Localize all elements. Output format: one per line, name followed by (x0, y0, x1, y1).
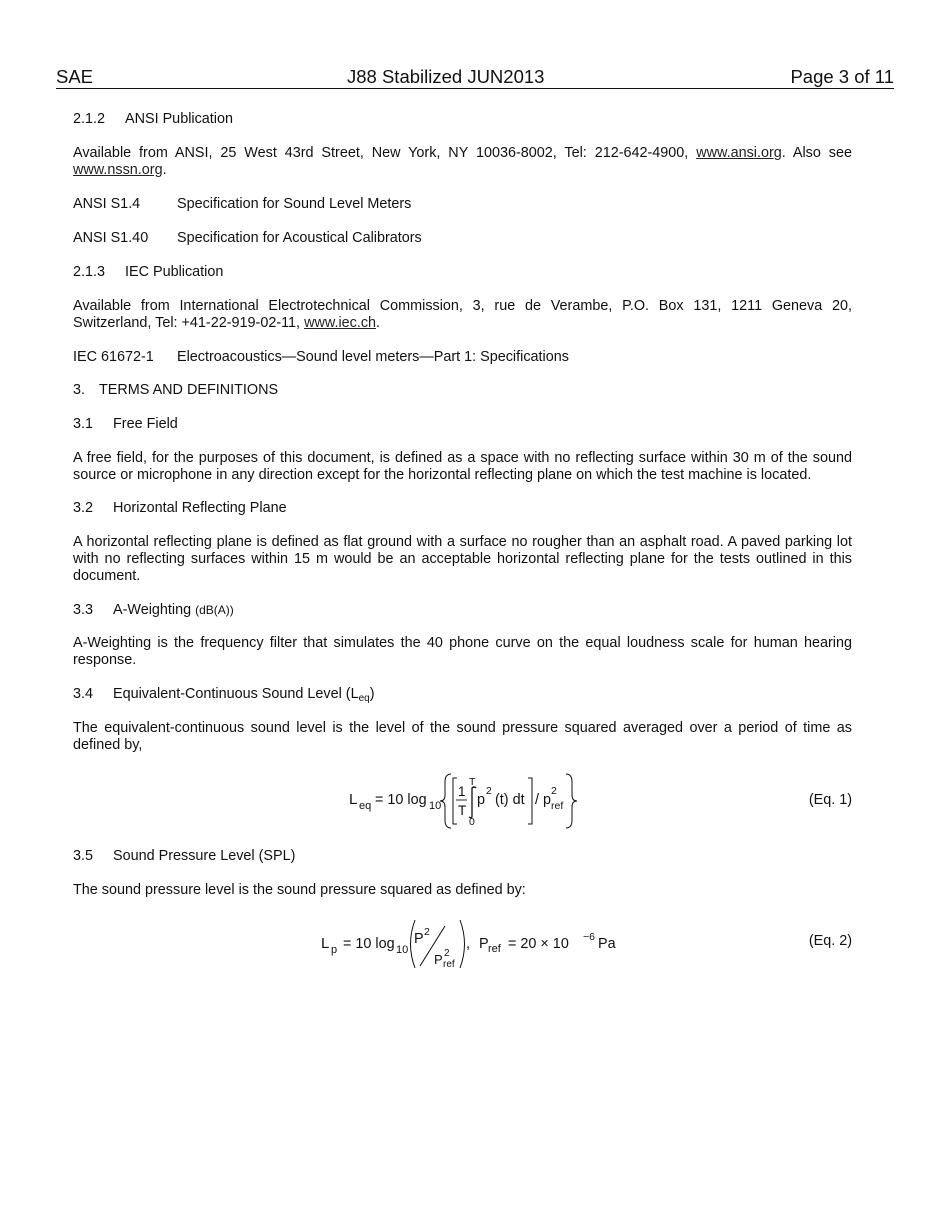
section-number: 3.1 (73, 416, 94, 432)
iec-availability-paragraph (73, 298, 852, 332)
eq1-integral-lower: 0 (469, 816, 475, 828)
equation-1-formula (73, 770, 852, 832)
heading-3-2 (73, 500, 852, 517)
eq1-pref-square: 2 (551, 785, 557, 797)
eq1-ten-log: = 10 log (375, 792, 427, 808)
header-org: SAE (56, 66, 94, 87)
section-title: Free Field (113, 416, 178, 432)
eq1-numerator-one: 1 (458, 784, 466, 799)
iec-availability-end: . (376, 315, 381, 331)
eq2-log-base: 10 (396, 944, 409, 956)
reference-id: IEC 61672-1 (73, 349, 154, 365)
eq1-slash-pref: / p (535, 792, 551, 808)
heading-3-3 (73, 602, 852, 619)
leq-definition: The equivalent-continuous sound level is the level of the sound pressure squared averaged over a period of time as defined by, (73, 720, 852, 753)
heading-3-4 (73, 686, 852, 707)
a-weighting-definition: A-Weighting is the frequency filter that simulates the 40 phone curve on the equal loudness scale for human hearing response. (73, 635, 852, 668)
heading-3 (73, 382, 852, 399)
eq2-denominator-ref: ref (443, 959, 455, 970)
heading-2-1-3 (73, 264, 852, 281)
reference-id: ANSI S1.4 (73, 196, 141, 212)
eq1-integrand-p: p (477, 792, 486, 808)
eq1-denominator-T: T (458, 803, 467, 818)
equation-2-label: (Eq. 2) (808, 933, 852, 949)
section-number: 2.1.3 (73, 264, 106, 280)
section-title-subscript: eq (358, 693, 370, 704)
eq1-left-brace-icon (440, 774, 451, 828)
section-unit: (dB(A)) (195, 603, 234, 617)
reference-iec-61672-1 (73, 349, 852, 366)
section-number: 3.2 (73, 500, 94, 516)
eq2-ten-log: = 10 log (343, 936, 395, 952)
heading-3-5 (73, 848, 852, 865)
section-number: 3. (73, 382, 86, 398)
section-title: ANSI Publication (125, 111, 233, 127)
reflecting-plane-definition: A horizontal reflecting plane is defined as flat ground with a surface no rougher than an asphalt road. A paved parking lot with no reflecting surfaces within 15 m would be an acceptable horizontal reflecting plane for the tests outlined in this document. (73, 534, 852, 584)
eq1-integral-sign-icon (469, 787, 476, 818)
heading-2-1-2 (73, 111, 852, 128)
eq2-right-paren-icon (460, 920, 465, 968)
eq1-right-brace-icon (566, 774, 577, 828)
iec-availability-text: Available from International Electrotechnical Commission, 3, rue de Verambe, P.O. Box 131, 1211 Geneva 20, Switzerland, Tel: +41-22-919-02-11, (73, 298, 852, 331)
header-doc-id: J88 Stabilized JUN2013 (347, 66, 545, 87)
header-page-number: Page 3 of 11 (790, 66, 894, 87)
ansi-availability-mid: . Also see (781, 145, 852, 161)
link-nssn[interactable]: www.nssn.org (73, 162, 163, 178)
section-title: A-Weighting (113, 602, 196, 618)
equation-2 (73, 916, 852, 972)
ansi-availability-end: . (162, 162, 167, 178)
equation-1-label: (Eq. 1) (808, 792, 852, 808)
eq2-subscript-p: p (331, 944, 338, 956)
section-title: Horizontal Reflecting Plane (113, 500, 287, 516)
eq1-left-bracket-icon (453, 778, 457, 824)
section-number: 2.1.2 (73, 111, 106, 127)
section-title: IEC Publication (125, 264, 224, 280)
reference-ansi-s1-4 (73, 196, 852, 213)
reference-title: Specification for Acoustical Calibrators (177, 230, 422, 246)
page-header (56, 66, 894, 89)
eq1-symbol-L: L (349, 791, 358, 808)
reference-title: Specification for Sound Level Meters (177, 196, 412, 212)
section-title-close: ) (369, 686, 375, 702)
eq2-numerator-square: 2 (424, 926, 430, 938)
reference-ansi-s1-40 (73, 230, 852, 247)
eq2-numerator-P: P (414, 931, 424, 947)
link-iec[interactable]: www.iec.ch (304, 315, 377, 331)
section-number: 3.4 (73, 686, 94, 702)
eq1-pref-subscript: ref (551, 800, 564, 812)
eq1-integrand-square: 2 (486, 785, 492, 797)
eq1-integrand-t-dt: (t) dt (495, 792, 525, 808)
section-title: Sound Pressure Level (SPL) (113, 848, 296, 864)
eq2-exponent: −6 (583, 931, 595, 943)
eq2-denominator-P: P (434, 952, 443, 967)
section-title: Equivalent-Continuous Sound Level (L (113, 686, 359, 702)
heading-3-1 (73, 416, 852, 433)
eq2-Pref-subscript: ref (488, 943, 501, 955)
eq2-twenty-times-ten: = 20 × 10 (508, 936, 569, 952)
eq1-right-bracket-icon (528, 778, 532, 824)
eq2-denominator-square: 2 (444, 948, 450, 959)
reference-id: ANSI S1.40 (73, 230, 149, 246)
eq1-integral-upper: T (469, 776, 476, 788)
free-field-definition: A free field, for the purposes of this document, is defined as a space with no reflecting surface within 30 m of the sound source or microphone in any direction except for the horizontal reflecting plane on which the test machine is located. (73, 450, 852, 483)
eq2-comma: , (466, 936, 470, 952)
ansi-availability-text: Available from ANSI, 25 West 43rd Street, New York, NY 10036-8002, Tel: 212-642-4900, (73, 145, 697, 161)
link-ansi[interactable]: www.ansi.org (696, 145, 782, 161)
section-number: 3.3 (73, 602, 94, 618)
ansi-availability-paragraph (73, 145, 852, 179)
section-title: TERMS AND DEFINITIONS (99, 382, 279, 398)
eq2-unit-pa: Pa (598, 936, 616, 952)
eq1-subscript-eq: eq (359, 800, 372, 812)
section-number: 3.5 (73, 848, 94, 864)
eq2-Pref: P (479, 936, 489, 952)
eq2-symbol-L: L (321, 935, 330, 952)
equation-1 (73, 770, 852, 832)
equation-2-formula (73, 916, 852, 972)
spl-definition: The sound pressure level is the sound pressure squared as defined by: (73, 882, 526, 898)
reference-title: Electroacoustics—Sound level meters—Part 1: Specifications (177, 349, 569, 365)
eq1-log-base: 10 (429, 800, 442, 812)
